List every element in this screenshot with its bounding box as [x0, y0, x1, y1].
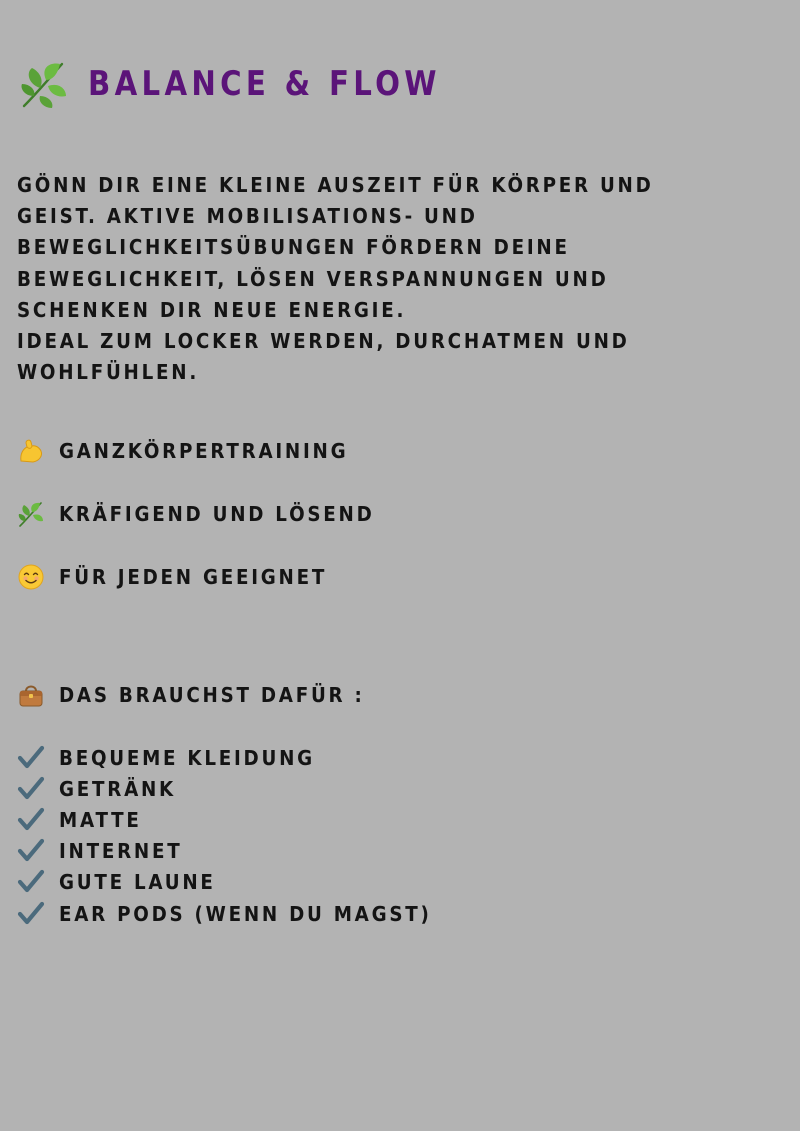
needs-checklist [17, 742, 466, 929]
title-row [18, 58, 498, 110]
intro-line: GÖNN DIR EINE KLEINE AUSZEIT FÜR KÖRPER UND [17, 173, 654, 197]
feature-item-fullbody [17, 436, 375, 466]
list-item-label: GETRÄNK [59, 776, 176, 801]
list-item [17, 742, 466, 773]
flexed-bicep-icon [17, 437, 45, 465]
intro-line: IDEAL ZUM LOCKER WERDEN, DURCHATMEN UND [17, 328, 630, 353]
list-item [17, 773, 466, 804]
feature-label: GANZKÖRPERTRAINING [59, 439, 349, 463]
intro-paragraph [17, 170, 787, 388]
list-item [17, 898, 466, 929]
intro-line: BEWEGLICHKEITSÜBUNGEN FÖRDERN DEINE [17, 235, 570, 260]
handbag-icon [17, 681, 45, 709]
intro-line: GEIST. AKTIVE MOBILISATIONS- UND [17, 204, 478, 229]
list-item-label: EAR PODS (WENN DU MAGST) [59, 901, 432, 926]
check-mark-icon [17, 744, 45, 772]
smiling-face-icon [17, 563, 45, 591]
feature-item-suitable [17, 562, 352, 592]
feature-item-strengthening [17, 499, 404, 529]
list-item-label: INTERNET [59, 839, 183, 864]
list-item-label: GUTE LAUNE [59, 870, 216, 895]
list-item [17, 804, 466, 835]
feature-label: KRÄFIGEND UND LÖSEND [59, 502, 375, 526]
list-item [17, 836, 466, 867]
herb-leaf-icon [18, 58, 70, 110]
list-item-label: MATTE [59, 807, 142, 832]
check-mark-icon [17, 775, 45, 803]
intro-line: WOHLFÜHLEN. [17, 360, 200, 385]
check-mark-icon [17, 868, 45, 896]
check-mark-icon [17, 837, 45, 865]
page-title: BALANCE & FLOW [88, 64, 441, 104]
herb-leaf-icon [17, 500, 45, 528]
check-mark-icon [17, 806, 45, 834]
needs-heading [17, 680, 393, 710]
needs-heading-label: DAS BRAUCHST DAFÜR : [59, 683, 365, 707]
intro-line: SCHENKEN DIR NEUE ENERGIE. [17, 297, 407, 322]
list-item-label: BEQUEME KLEIDUNG [59, 745, 315, 770]
intro-line: BEWEGLICHKEIT, LÖSEN VERSPANNUNGEN UND [17, 266, 609, 291]
list-item [17, 867, 466, 898]
check-mark-icon [17, 900, 45, 928]
feature-label: FÜR JEDEN GEEIGNET [59, 565, 328, 589]
